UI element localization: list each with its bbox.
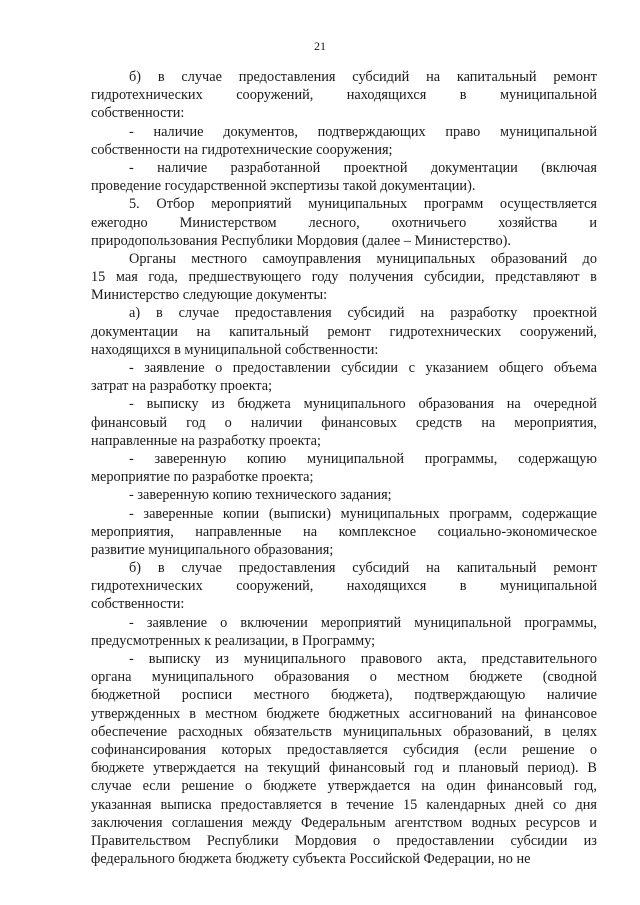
text-line: заключения соглашения между Федеральным агентством водных ресурсов и — [91, 814, 597, 831]
text-line: гидротехнических сооружений, находящихся в муниципальной — [91, 578, 597, 595]
text-line: - заверенные копии (выписки) муниципальных программ, содержащие — [129, 505, 597, 522]
document-body — [91, 68, 597, 868]
text-line: - выписку из муниципального правового акта, представительного — [129, 651, 597, 667]
paragraph — [91, 614, 597, 650]
page-number: 21 — [314, 39, 326, 53]
paragraph — [91, 486, 597, 504]
text-line: собственности на гидротехнические сооружения; — [91, 141, 393, 158]
text-line: органа муниципального образования о местном бюджете (сводной — [91, 669, 597, 686]
paragraph — [91, 304, 597, 359]
text-line: 5. Отбор мероприятий муниципальных программ осуществляется — [129, 196, 597, 213]
text-line: - заверенную копию технического задания; — [129, 487, 392, 504]
text-line: бюджете утверждается на текущий финансовый год и плановый период). В — [91, 760, 597, 777]
text-line: - заявление о включении мероприятий муниципальной программы, — [129, 614, 597, 631]
text-line: федерального бюджета бюджету субъекта Российской Федерации, но не — [91, 851, 531, 868]
paragraph — [91, 123, 597, 159]
text-line: документации на капитальный ремонт гидротехнических сооружений, — [91, 323, 597, 340]
paragraph — [91, 195, 597, 250]
text-line: проведение государственной экспертизы такой документации). — [91, 178, 476, 195]
paragraph — [91, 359, 597, 395]
paragraph — [91, 505, 597, 560]
text-line: финансовый год о наличии финансовых средств на мероприятия, — [91, 414, 597, 431]
text-line: ежегодно Министерством лесного, охотничьего хозяйства и — [91, 214, 597, 231]
text-line: а) в случае предоставления субсидий на разработку проектной — [129, 305, 597, 322]
text-line: собственности: — [91, 596, 185, 613]
text-line: мероприятие по разработке проекта; — [91, 469, 314, 486]
paragraph — [91, 68, 597, 123]
paragraph — [91, 450, 597, 486]
text-line: - заявление о предоставлении субсидии с указанием общего объема — [129, 360, 597, 376]
text-line: софинансирования которых предоставляется субсидия (если решение о — [91, 741, 597, 758]
text-line: находящихся в муниципальной собственности: — [91, 341, 379, 358]
paragraph — [91, 250, 597, 305]
text-line: - наличие разработанной проектной документации (включая — [129, 159, 597, 176]
paragraph — [91, 650, 597, 868]
text-line: б) в случае предоставления субсидий на капитальный ремонт — [129, 69, 597, 85]
text-line: случае если решение о бюджете утверждается на один финансовый год, — [91, 778, 597, 795]
text-line: развитие муниципального образования; — [91, 541, 334, 558]
text-line: Органы местного самоуправления муниципальных образований до — [129, 250, 597, 267]
text-line: природопользования Республики Мордовия (далее – Министерство). — [91, 232, 511, 249]
text-line: обеспечение расходных обязательств муниципальных образований, в целях — [91, 723, 597, 740]
text-line: указанная выписка предоставляется в течение 15 календарных дней со дня — [91, 796, 597, 813]
text-line: Министерство следующие документы: — [91, 287, 328, 304]
text-line: бюджетной росписи местного бюджета), подтверждающую наличие — [91, 687, 597, 704]
text-line: - заверенную копию муниципальной программы, содержащую — [129, 450, 597, 467]
text-line: предусмотренных к реализации, в Программу; — [91, 632, 376, 649]
text-line: собственности: — [91, 105, 185, 122]
text-line: направленные на разработку проекта; — [91, 432, 321, 449]
text-line: Правительством Республики Мордовия о предоставлении субсидии из — [91, 832, 597, 849]
text-line: б) в случае предоставления субсидий на капитальный ремонт — [129, 560, 597, 577]
text-line: - наличие документов, подтверждающих право муниципальной — [129, 123, 597, 140]
text-line: мероприятия, направленные на комплексное социально-экономическое — [91, 523, 597, 540]
text-line: гидротехнических сооружений, находящихся в муниципальной — [91, 87, 597, 104]
text-line: затрат на разработку проекта; — [91, 378, 273, 395]
paragraph — [91, 159, 597, 195]
text-line: утвержденных в местном бюджете бюджетных ассигнований на финансовое — [91, 705, 597, 722]
paragraph — [91, 395, 597, 450]
paragraph — [91, 559, 597, 614]
text-line: 15 мая года, предшествующего году получения субсидии, представляют в — [91, 269, 597, 286]
text-line: - выписку из бюджета муниципального образования на очередной — [129, 396, 597, 413]
